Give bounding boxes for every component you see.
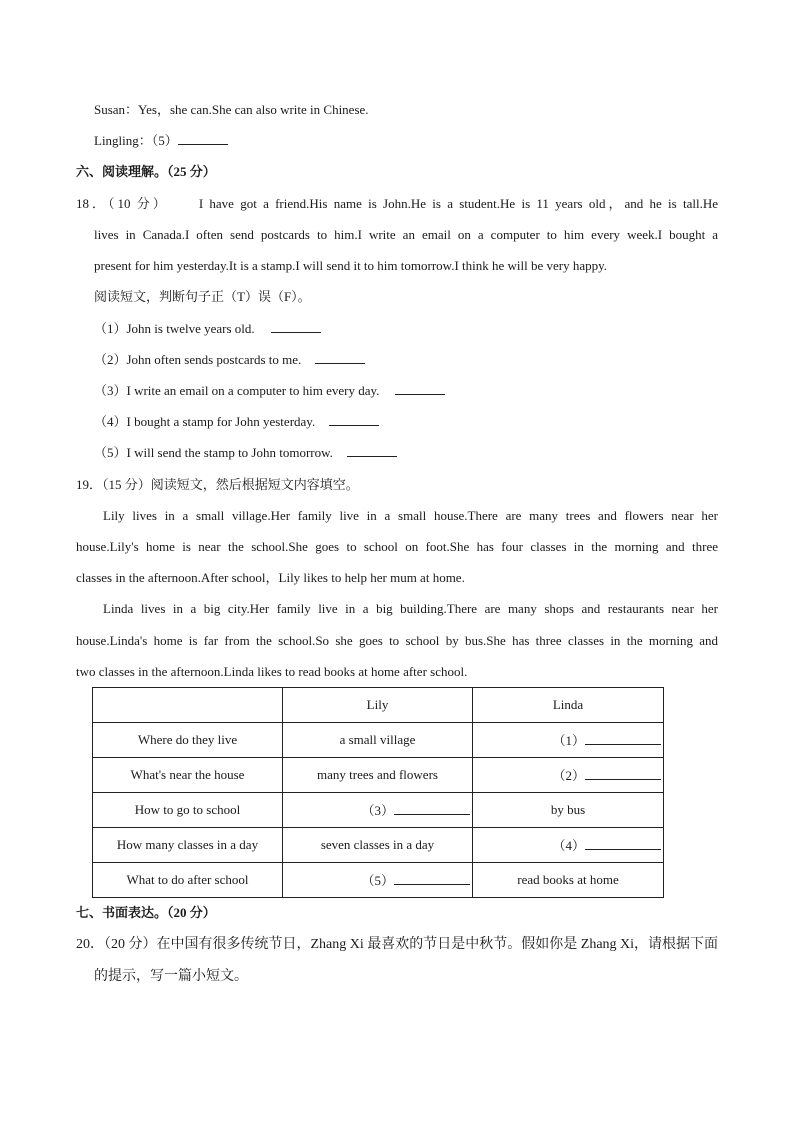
q19-header: 19．（15 分）阅读短文，然后根据短文内容填空。 — [76, 477, 359, 492]
q18-item-1 — [94, 320, 321, 338]
blank-label: （2） — [552, 767, 585, 783]
table-row — [93, 863, 664, 898]
q20-line-2: 的提示，写一篇小短文。 — [94, 969, 248, 984]
blank-label: （1） — [552, 732, 585, 748]
q18-passage-line-2: lives in Canada.I often send postcards to him.I write an email on a computer to him every week.I bought a — [94, 227, 718, 242]
q19-p1-line-3: classes in the afternoon.After school，Lily likes to help her mum at home. — [76, 570, 465, 585]
blank-label: （4） — [552, 837, 585, 853]
q18-passage-text-1: I have got a friend.His name is John.He is a student.He is 11 years old，and he is tall.He — [198, 196, 718, 211]
table-cell-linda — [473, 758, 664, 793]
q19-comparison-table — [92, 687, 664, 898]
section-6-heading: 六、阅读理解。（25 分） — [76, 164, 216, 179]
dialogue-line-susan: Susan：Yes，she can.She can also write in Chinese. — [94, 102, 369, 117]
table-header-cell — [93, 688, 283, 723]
table-row-label: What's near the house — [93, 758, 283, 793]
answer-blank-q19-2[interactable] — [585, 767, 661, 780]
table-row-label: Where do they live — [93, 723, 283, 758]
table-cell-linda: read books at home — [473, 863, 664, 898]
q18-item-5-text: （5）I will send the stamp to John tomorrow. — [94, 445, 333, 460]
q18-item-2-text: （2）John often sends postcards to me. — [94, 352, 302, 367]
q18-item-3-text: （3）I write an email on a computer to him every day. — [94, 383, 380, 398]
q18-passage-line-3: present for him yesterday.It is a stamp.I will send it to him tomorrow.I think he will be very happy. — [94, 258, 608, 273]
blank-label: （3） — [361, 802, 394, 818]
answer-blank-q19-1[interactable] — [585, 732, 661, 745]
table-row — [93, 758, 664, 793]
q18-item-4-text: （4）I bought a stamp for John yesterday. — [94, 414, 316, 429]
table-cell-lily: seven classes in a day — [283, 828, 473, 863]
table-header-lily: Lily — [283, 688, 473, 723]
answer-blank-q18-4[interactable] — [329, 413, 379, 426]
table-cell-lily — [283, 793, 473, 828]
answer-blank-dialogue-5[interactable] — [178, 132, 228, 145]
answer-blank-q19-5[interactable] — [394, 872, 470, 885]
q18-item-3 — [94, 382, 445, 400]
table-cell-lily — [283, 863, 473, 898]
q18-number: 18．（10 分） — [76, 196, 169, 211]
q19-p2-line-1: Linda lives in a big city.Her family live in a big building.There are many shops and restaurants near her — [103, 601, 718, 616]
q19-p2-line-3: two classes in the afternoon.Linda likes to read books at home after school. — [76, 664, 468, 679]
table-row-label: How to go to school — [93, 793, 283, 828]
table-row-label: How many classes in a day — [93, 828, 283, 863]
table-row — [93, 793, 664, 828]
answer-blank-q18-5[interactable] — [347, 444, 397, 457]
q18-item-5 — [94, 444, 397, 462]
q19-p2-line-2: house.Linda's home is far from the school.So she goes to school by bus.She has three classes in the morning and — [76, 633, 718, 648]
table-row — [93, 828, 664, 863]
q20-line-1: 20．（20 分）在中国有很多传统节日，Zhang Xi 最喜欢的节日是中秋节。假如你是 Zhang Xi，请根据下面 — [76, 937, 719, 952]
table-header-linda: Linda — [473, 688, 664, 723]
section-7-heading: 七、书面表达。（20 分） — [76, 905, 216, 920]
table-cell-lily: many trees and flowers — [283, 758, 473, 793]
q18-passage-line-1 — [76, 195, 718, 213]
q19-p1-line-2: house.Lily's home is near the school.She goes to school on foot.She has four classes in the morning and three — [76, 539, 718, 554]
answer-blank-q19-3[interactable] — [394, 802, 470, 815]
q19-p1-line-1: Lily lives in a small village.Her family live in a small house.There are many trees and flowers near her — [103, 508, 718, 523]
table-header-row — [93, 688, 664, 723]
q18-item-1-text: （1）John is twelve years old. — [94, 321, 255, 336]
answer-blank-q18-3[interactable] — [395, 382, 445, 395]
table-row-label: What to do after school — [93, 863, 283, 898]
dialogue-line-lingling — [94, 132, 228, 150]
q18-instruction: 阅读短文，判断句子正（T）误（F）。 — [94, 289, 311, 304]
table-cell-lily: a small village — [283, 723, 473, 758]
blank-label: （5） — [361, 872, 394, 888]
answer-blank-q18-2[interactable] — [315, 351, 365, 364]
q18-item-4 — [94, 413, 379, 431]
answer-blank-q19-4[interactable] — [585, 837, 661, 850]
table-cell-linda: by bus — [473, 793, 664, 828]
table-row — [93, 723, 664, 758]
answer-blank-q18-1[interactable] — [271, 320, 321, 333]
table-cell-linda — [473, 828, 664, 863]
q18-item-2 — [94, 351, 365, 369]
table-cell-linda — [473, 723, 664, 758]
dialogue-line-lingling-label: Lingling：（5） — [94, 133, 178, 148]
